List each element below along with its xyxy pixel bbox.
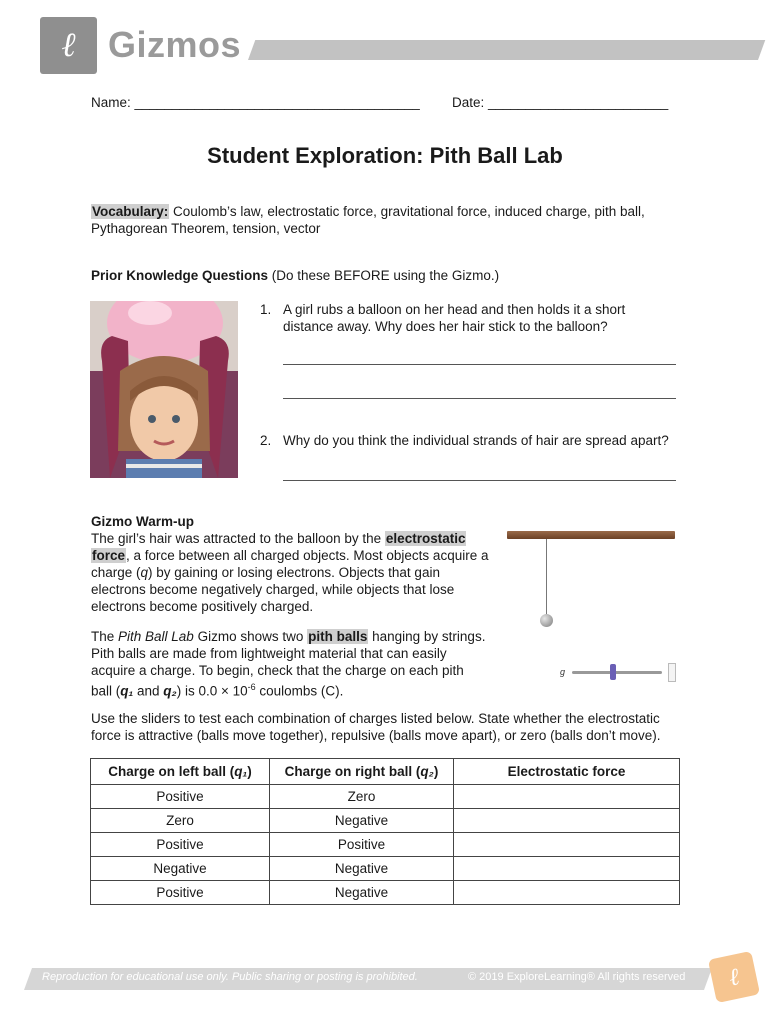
logo-glyph: ℓ — [61, 25, 76, 65]
vocabulary-paragraph — [91, 203, 691, 237]
pith-ball — [540, 614, 553, 627]
left-charge-cell: Negative — [91, 857, 270, 881]
question-2-number: 2. — [260, 433, 272, 448]
left-charge-cell: Positive — [91, 785, 270, 809]
symbol-q1: q₁ — [234, 764, 248, 779]
gizmo-name: Pith Ball Lab — [118, 629, 194, 644]
symbol-q1: q₁ — [120, 683, 134, 699]
warmup-text: The girl’s hair was attracted to the balloon by the — [91, 531, 385, 546]
gravity-slider-track[interactable] — [572, 671, 662, 674]
table-row — [91, 857, 680, 881]
header-banner-bar — [248, 40, 765, 60]
right-charge-cell: Negative — [270, 809, 454, 833]
slider-label: g — [560, 667, 566, 677]
prior-knowledge-note: (Do these BEFORE using the Gizmo.) — [268, 268, 500, 283]
header-text: Charge on right ball ( — [284, 764, 421, 779]
warmup-text: ) is 0.0 × 10 — [176, 683, 248, 699]
hanging-rod — [507, 531, 675, 539]
warmup-text: ball ( — [91, 683, 121, 699]
table-header-row — [91, 759, 680, 785]
warmup-text: and — [133, 683, 164, 699]
girl-with-balloon-photo — [90, 301, 238, 478]
date-field: Date: ________________________ — [452, 95, 669, 110]
vocabulary-text-2: Pythagorean Theorem, tension, vector — [91, 221, 321, 236]
instructions-line-1: Use the sliders to test each combination of charges listed below. State whether the electrostatic — [91, 711, 660, 726]
charge-combination-table — [90, 758, 680, 905]
warmup-heading: Gizmo Warm-up — [91, 514, 194, 529]
warmup-text: The — [91, 629, 119, 644]
force-answer-cell[interactable] — [454, 785, 680, 809]
name-field: Name: ______________________________________ — [91, 95, 420, 110]
footer-copyright: © 2019 ExploreLearning® All rights reserved — [468, 971, 686, 983]
warmup-text: ) by gaining or losing electrons. Objects that gain — [148, 565, 440, 580]
force-answer-cell[interactable] — [454, 857, 680, 881]
warmup-section — [91, 513, 511, 615]
force-answer-cell[interactable] — [454, 833, 680, 857]
left-charge-cell: Zero — [91, 809, 270, 833]
header-left-charge — [91, 759, 270, 785]
warmup-text: hanging by strings. — [368, 629, 486, 644]
header-electrostatic-force: Electrostatic force — [454, 759, 680, 785]
left-charge-cell: Positive — [91, 833, 270, 857]
left-charge-cell: Positive — [91, 881, 270, 905]
question-2-text: Why do you think the individual strands of hair are spread apart? — [283, 433, 669, 448]
warmup-text: Pith balls are made from lightweight material that can easily — [91, 646, 447, 661]
exponent: -6 — [247, 682, 256, 692]
right-charge-cell: Positive — [270, 833, 454, 857]
table-row — [91, 833, 680, 857]
symbol-q: q — [140, 565, 149, 580]
instructions-line-2: force is attractive (balls move together), repulsive (balls move apart), or zero (balls don’t move). — [91, 728, 661, 743]
prior-knowledge-heading: Prior Knowledge Questions — [91, 268, 269, 283]
term-pith-balls: pith balls — [308, 629, 368, 644]
warmup-text: coulombs (C). — [255, 683, 344, 699]
header-right-charge — [270, 759, 454, 785]
question-1-text — [283, 301, 683, 335]
answer-line-1b[interactable] — [283, 398, 676, 399]
explorelearning-badge-icon — [708, 951, 760, 1003]
term-electrostatic: electrostatic — [385, 531, 466, 546]
symbol-q2: q₂ — [163, 683, 177, 699]
page-title: Student Exploration: Pith Ball Lab — [207, 143, 563, 168]
right-charge-cell: Negative — [270, 857, 454, 881]
answer-line-1a[interactable] — [283, 364, 676, 365]
warmup-text: , a force between all charged objects. Most objects acquire a — [126, 548, 489, 563]
table-row — [91, 785, 680, 809]
pith-ball-string — [546, 539, 547, 615]
warmup-text: acquire a charge. To begin, check that the charge on each pith — [91, 663, 464, 678]
badge-glyph: ℓ — [726, 962, 742, 992]
question-1-line-1: A girl rubs a balloon on her head and then holds it a short — [283, 302, 626, 317]
warmup-text: Gizmo shows two — [193, 629, 308, 644]
explorelearning-logo — [40, 17, 97, 74]
footer-reproduction-notice: Reproduction for educational use only. Public sharing or posting is prohibited. — [42, 971, 418, 983]
warmup-paragraph-2 — [91, 628, 511, 700]
answer-line-2[interactable] — [283, 480, 676, 481]
symbol-q2: q₂ — [420, 764, 434, 779]
warmup-text: electrons become negatively charged, while objects that lose — [91, 582, 455, 597]
photo-illustration — [90, 301, 238, 478]
vocabulary-text: Coulomb’s law, electrostatic force, gravitational force, induced charge, pith ball, — [169, 204, 645, 219]
question-1-line-2: distance away. Why does her hair stick to the balloon? — [283, 319, 608, 334]
instructions — [91, 710, 691, 744]
table-row — [91, 809, 680, 833]
brand-name: Gizmos — [108, 24, 242, 65]
header-text: ) — [247, 764, 252, 779]
right-charge-cell: Negative — [270, 881, 454, 905]
gravity-slider-knob[interactable] — [610, 664, 616, 680]
force-answer-cell[interactable] — [454, 881, 680, 905]
slider-input-box[interactable] — [668, 663, 676, 682]
question-1-number: 1. — [260, 302, 272, 317]
header-text: ) — [433, 764, 439, 779]
term-force: force — [92, 548, 126, 563]
right-charge-cell: Zero — [270, 785, 454, 809]
table-row — [91, 881, 680, 905]
prior-knowledge-heading-line — [91, 267, 499, 284]
force-answer-cell[interactable] — [454, 809, 680, 833]
header-text: Charge on left ball ( — [108, 764, 235, 779]
warmup-text: charge ( — [91, 565, 141, 580]
warmup-text: electrons become positively charged. — [91, 599, 314, 614]
vocabulary-label: Vocabulary: — [92, 204, 169, 219]
